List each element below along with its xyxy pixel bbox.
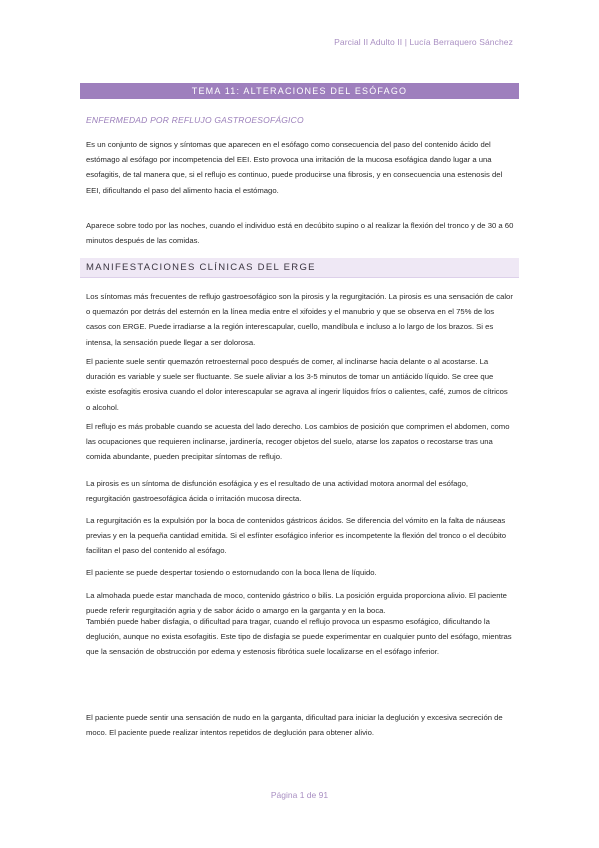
subtitle: ENFERMEDAD POR REFLUJO GASTROESOFÁGICO	[86, 115, 304, 125]
page-header: Parcial II Adulto II | Lucía Berraquero Sánchez	[334, 37, 513, 47]
section-heading: MANIFESTACIONES CLÍNICAS DEL ERGE	[86, 262, 316, 273]
body-paragraph: El reflujo es más probable cuando se acuesta del lado derecho. Los cambios de posición que comprimen el abdomen, como las ocupaciones que requieren inclinarse, jardinería, recoger objetos del suelo, atarse los zapatos o recostarse tras una comida abundante, pueden precipitar síntomas de reflujo.	[86, 422, 510, 462]
page-number: Página 1 de 91	[270, 790, 329, 800]
body-paragraph: El paciente se puede despertar tosiendo o estornudando con la boca llena de líquido.	[86, 568, 377, 577]
body-paragraph: La regurgitación es la expulsión por la boca de contenidos gástricos ácidos. Se diferencia del vómito en la falta de náuseas previas y en la pequeña cantidad emitida. Si el esfínter esofágico inferior es incompetente la flexión del tronco o el decúbito facilitan el paso del contenido al esófago.	[86, 516, 507, 556]
topic-title: TEMA 11: ALTERACIONES DEL ESÓFAGO	[191, 86, 408, 96]
intro-paragraph: Aparece sobre todo por las noches, cuando el individuo está en decúbito supino o al realizar la flexión del tronco y de 30 a 60 minutos después de las comidas.	[86, 221, 514, 246]
body-paragraph: El paciente suele sentir quemazón retroesternal poco después de comer, al inclinarse hacia delante o al acostarse. La duración es variable y suele ser fluctuante. Se suele aliviar a los 3-5 minutos de tomar un antiácido líquido. Se cree que existe esofagitis erosiva cuando el dolor interescapular se agrava al ingerir líquidos fríos o calientes, café, zumos de cítricos o alcohol.	[86, 357, 508, 412]
body-paragraph: El paciente puede sentir una sensación de nudo en la garganta, dificultad para iniciar la deglución y excesiva secreción de moco. El paciente puede realizar intentos repetidos de deglución para obtener alivio.	[86, 713, 503, 738]
body-paragraph: La almohada puede estar manchada de moco, contenido gástrico o bilis. La posición erguida proporciona alivio. El paciente puede referir regurgitación agria y de sabor ácido o amargo en la garganta y en la boca.	[86, 591, 507, 616]
body-paragraph: Los síntomas más frecuentes de reflujo gastroesofágico son la pirosis y la regurgitación. La pirosis es una sensación de calor o quemazón por detrás del esternón en la línea media entre el xifoides y el manubrio y que se observa en el 75% de los casos con ERGE. Puede irradiarse a la región interescapular, cuello, mandíbula e incluso a lo largo de los brazos. Si es intensa, la sensación puede llegar a ser dolorosa.	[86, 292, 513, 347]
body-paragraph: La pirosis es un síntoma de disfunción esofágica y es el resultado de una actividad motora anormal del esófago, regurgitación gastroesofágica ácida o irritación mucosa directa.	[86, 479, 469, 504]
section-heading-bar	[80, 258, 519, 278]
intro-paragraph: Es un conjunto de signos y síntomas que aparecen en el esófago como consecuencia del paso del contenido ácido del estómago al esófago por incompetencia del EEI. Esto provoca una irritación de la mucosa esofágica dando lugar a una esofagitis, de tal manera que, si el reflujo es continuo, puede producirse una fibrosis, y en consecuencia una estenosis del EEI, dificultando el paso del alimento hacia el estómago.	[86, 140, 503, 195]
body-paragraph: También puede haber disfagia, o dificultad para tragar, cuando el reflujo provoca un espasmo esofágico, dificultando la deglución, aunque no exista esofagitis. Este tipo de disfagia se puede experimentar en cualquier punto del esófago, mientras que la sensación de obstrucción por edema y estenosis fibrótica suele localizarse en el esófago inferior.	[86, 617, 512, 657]
topic-title-bar	[80, 83, 519, 99]
